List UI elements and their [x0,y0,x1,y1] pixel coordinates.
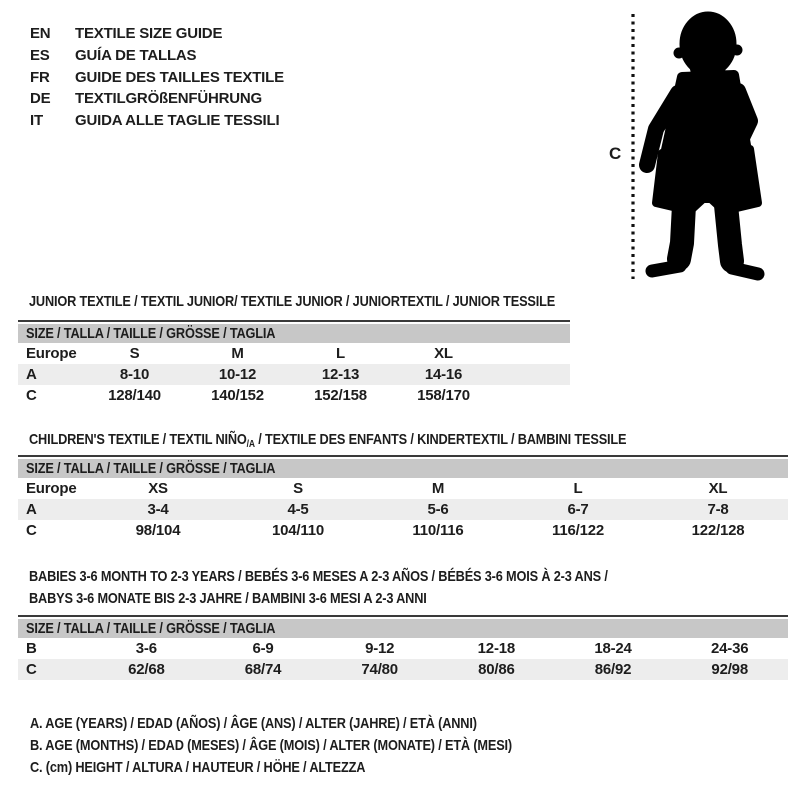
size-header-label: SIZE / TALLA / TAILLE / GRÖSSE / TAGLIA [26,325,276,342]
table-cell: Europe [26,345,77,362]
lang-code: EN [30,25,51,42]
table-row [18,659,788,680]
babies-title-line1: BABIES 3-6 MONTH TO 2-3 YEARS / BEBÉS 3-6 MESES A 2-3 AÑOS / BÉBÉS 3-6 MOIS À 2-3 ANS / [29,568,608,585]
table-row [18,385,570,406]
table-cell: XS [148,480,168,497]
table-cell: M [431,480,445,497]
table-cell: 12-18 [477,640,516,657]
babies-section-title [29,566,710,610]
table-cell: 80/86 [478,661,515,678]
table-cell: 7-8 [707,501,729,518]
lang-code: FR [30,68,50,86]
lang-row-en [30,23,284,45]
table-row [18,364,570,385]
table-cell: 152/158 [314,387,367,404]
table-cell: 8-10 [119,366,150,383]
table-cell: 68/74 [244,661,282,678]
table-cell: 104/110 [272,522,324,539]
children-section-title-text [29,429,626,453]
table-cell: M [231,345,244,362]
babies-title-line2: BABYS 3-6 MONATE BIS 2-3 JAHRE / BAMBINI 3-6 MESI A 2-3 ANNI [29,590,427,607]
note-a [30,713,597,735]
table-cell: 10-12 [218,366,257,383]
lang-code: DE [30,90,51,108]
table-cell: A [26,366,37,383]
table-cell: 24-36 [711,640,749,657]
lang-row-it [30,110,284,132]
table-cell: L [573,480,583,497]
junior-section-title [29,291,648,313]
children-size-table [18,455,788,541]
table-cell: L [336,345,345,362]
table-cell: A [26,501,37,518]
size-header-label: SIZE / TALLA / TAILLE / GRÖSSE / TAGLIA [26,620,276,637]
table-cell: 9-12 [365,640,395,657]
figure [600,5,795,287]
table-row [18,520,788,541]
table-cell: 140/152 [211,387,264,404]
table-row [18,499,788,520]
table-cell: 128/140 [108,387,161,404]
lang-code: IT [30,112,43,130]
note-b [30,735,597,757]
lang-row-fr [30,67,284,89]
table-cell: 6-9 [252,640,274,657]
children-title-prefix: CHILDREN'S TEXTILE / TEXTIL NIÑO [29,431,247,448]
children-section-title [29,429,732,453]
junior-size-table [18,320,570,406]
table-cell: S [293,480,303,497]
table-cell: XL [708,480,728,497]
babies-table-header [18,619,788,638]
table-cell: 116/122 [552,522,604,539]
lang-row-de [30,88,284,110]
table-cell: B [26,640,37,657]
table-cell: 6-7 [567,501,589,518]
table-row [18,343,570,364]
junior-table-header [18,324,570,343]
table-cell: 98/104 [135,522,181,539]
table-row [18,638,788,659]
size-header-label: SIZE / TALLA / TAILLE / GRÖSSE / TAGLIA [26,460,276,477]
table-cell: 62/68 [128,661,165,678]
table-cell: 158/170 [417,387,470,404]
table-cell: XL [434,345,453,362]
table-cell: 3-6 [135,640,157,657]
table-cell: 122/128 [691,522,745,539]
table-cell: 4-5 [287,501,309,518]
note-c [30,757,597,779]
table-cell: 74/80 [361,661,398,678]
lang-title: GUIDA ALLE TAGLIE TESSILI [75,112,280,130]
legend-notes [30,713,597,779]
lang-title: TEXTILE SIZE GUIDE [75,25,223,42]
babies-size-table [18,615,788,680]
toddler-silhouette-icon [600,5,795,287]
table-cell: 12-13 [321,366,360,383]
note-b-text: B. AGE (MONTHS) / EDAD (MESES) / ÂGE (MOIS) / ALTER (MONATE) / ETÀ (MESI) [30,737,512,754]
lang-title: GUÍA DE TALLAS [75,46,197,64]
table-row [18,478,788,499]
lang-title: TEXTILGRÖßENFÜHRUNG [75,90,263,108]
note-a-text: A. AGE (YEARS) / EDAD (AÑOS) / ÂGE (ANS) / ALTER (JAHRE) / ETÀ (ANNI) [30,715,477,732]
junior-section-title-text: JUNIOR TEXTILE / TEXTIL JUNIOR/ TEXTILE JUNIOR / JUNIORTEXTIL / JUNIOR TESSILE [29,293,556,310]
children-title-suffix: / TEXTILE DES ENFANTS / KINDERTEXTIL / BAMBINI TESSILE [254,431,627,448]
table-cell: 18-24 [594,640,632,657]
table-cell: C [26,522,37,539]
table-cell: C [26,661,37,678]
table-cell: 14-16 [424,366,463,383]
table-cell: Europe [26,480,77,497]
note-c-text: C. (cm) HEIGHT / ALTURA / HAUTEUR / HÖHE / ALTEZZA [30,759,366,776]
lang-code: ES [30,46,50,64]
table-cell: 3-4 [147,501,169,518]
children-table-header [18,459,788,478]
lang-row-es [30,45,284,67]
table-cell: 92/98 [711,661,748,678]
table-cell: 86/92 [594,661,632,678]
lang-title: GUIDE DES TAILLES TEXTILE [75,68,284,86]
table-cell: S [129,345,140,362]
children-title-subscript: /A [246,439,255,450]
table-cell: 5-6 [427,501,449,518]
table-cell: 110/116 [412,522,464,539]
language-legend [30,23,284,132]
height-measure-label: C [609,144,622,163]
table-cell: C [26,387,37,404]
